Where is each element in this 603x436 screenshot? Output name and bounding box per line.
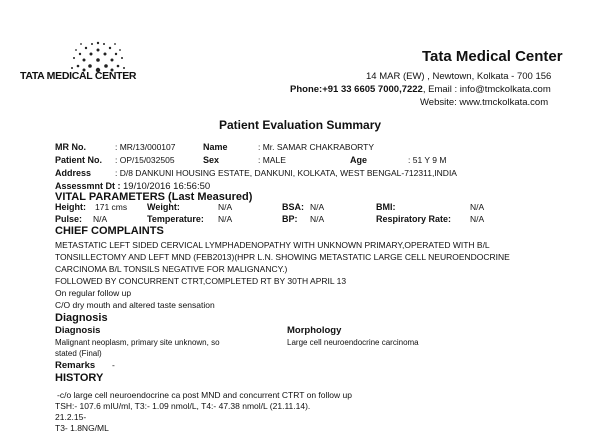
weight-label: Weight: <box>147 202 180 212</box>
history-line: 21.2.15- <box>55 412 87 422</box>
complaint-line: TONSILLECTOMY AND LEFT MND (FEB2013)(HPR L.N. SHOWING METASTATIC LARGE CELL NEUROENDOCRINE <box>55 252 510 262</box>
bmi-label: BMI: <box>376 202 396 212</box>
address-label: Address <box>55 168 92 178</box>
org-address: 14 MAR (EW) , Newtown, Kolkata - 700 156 <box>366 71 552 82</box>
patient-no-value: : OP/15/032505 <box>115 155 175 165</box>
phone-label: Phone: <box>290 84 323 95</box>
diagnosis-value-cont: stated (Final) <box>55 349 102 358</box>
temperature-label: Temperature: <box>147 214 204 224</box>
assessment-date-value: 19/10/2016 16:56:50 <box>123 181 211 192</box>
name-value: : Mr. SAMAR CHAKRABORTY <box>258 142 375 152</box>
diagnosis-heading: Diagnosis <box>55 312 108 324</box>
height-label: Height: <box>55 202 86 212</box>
diagnosis-value: Malignant neoplasm, primary site unknown, so <box>55 338 220 347</box>
history-line: T3- 1.8NG/ML <box>55 423 109 433</box>
weight-value: N/A <box>218 202 233 212</box>
address-value: : D/8 DANKUNI HOUSING ESTATE, DANKUNI, KOLKATA, WEST BENGAL-712311,INDIA <box>115 168 457 178</box>
org-name: Tata Medical Center <box>422 48 563 65</box>
morphology-value: Large cell neuroendocrine carcinoma <box>287 338 419 347</box>
bmi-value: N/A <box>470 202 485 212</box>
patient-no-label: Patient No. <box>55 155 103 165</box>
age-value: : 51 Y 9 M <box>408 155 447 165</box>
complaint-line: C/O dry mouth and altered taste sensation <box>55 300 215 310</box>
pulse-label: Pulse: <box>55 214 83 224</box>
vitals-heading: VITAL PARAMETERS (Last Measured) <box>55 191 253 203</box>
page-title: Patient Evaluation Summary <box>219 118 382 132</box>
complaint-line: METASTATIC LEFT SIDED CERVICAL LYMPHADENOPATHY WITH UNKNOWN PRIMARY,OPERATED WITH B/L <box>55 240 490 250</box>
history-heading: HISTORY <box>55 372 104 384</box>
bsa-value: N/A <box>310 202 325 212</box>
remarks-label: Remarks <box>55 360 96 371</box>
temperature-value: N/A <box>218 214 233 224</box>
complaint-line: CARCINOMA B/L TONSILS NEGATIVE FOR MALIGNANCY.) <box>55 264 288 274</box>
age-label: Age <box>350 155 368 165</box>
bsa-label: BSA: <box>282 202 304 212</box>
history-line: -c/o large cell neuroendocrine ca post MND and concurrent CTRT on follow up <box>57 390 352 400</box>
org-website: Website: www.tmckolkata.com <box>420 97 549 108</box>
assessment-date-label: Assessmnt Dt : <box>55 181 121 191</box>
name-label: Name <box>203 142 228 152</box>
height-value: 171 cms <box>95 202 128 212</box>
sex-value: : MALE <box>258 155 286 165</box>
respiratory-rate-label: Respiratory Rate: <box>376 214 452 224</box>
mr-label: MR No. <box>55 142 86 152</box>
tata-logo-mark <box>68 40 128 74</box>
pulse-value: N/A <box>93 214 108 224</box>
mr-value: : MR/13/000107 <box>115 142 176 152</box>
complaint-line: FOLLOWED BY CONCURRENT CTRT,COMPLETED RT BY 30TH APRIL 13 <box>55 276 347 286</box>
bp-label: BP: <box>282 214 298 224</box>
respiratory-rate-value: N/A <box>470 214 485 224</box>
sex-label: Sex <box>203 155 220 165</box>
complaint-line: On regular follow up <box>55 288 132 298</box>
org-contact <box>290 84 551 95</box>
bp-value: N/A <box>310 214 325 224</box>
phone-value: +91 33 6605 7000,7222 <box>322 84 423 95</box>
logo-text: TATA MEDICAL CENTER <box>20 70 137 82</box>
complaints-heading: CHIEF COMPLAINTS <box>55 225 164 237</box>
email-text: , Email : info@tmckolkata.com <box>422 84 551 95</box>
diagnosis-label: Diagnosis <box>55 325 101 336</box>
history-line: TSH:- 107.6 mIU/ml, T3:- 1.09 nmol/L, T4:- 47.38 nmol/L (21.11.14). <box>55 401 311 411</box>
morphology-label: Morphology <box>287 325 342 336</box>
remarks-value: - <box>112 360 115 370</box>
